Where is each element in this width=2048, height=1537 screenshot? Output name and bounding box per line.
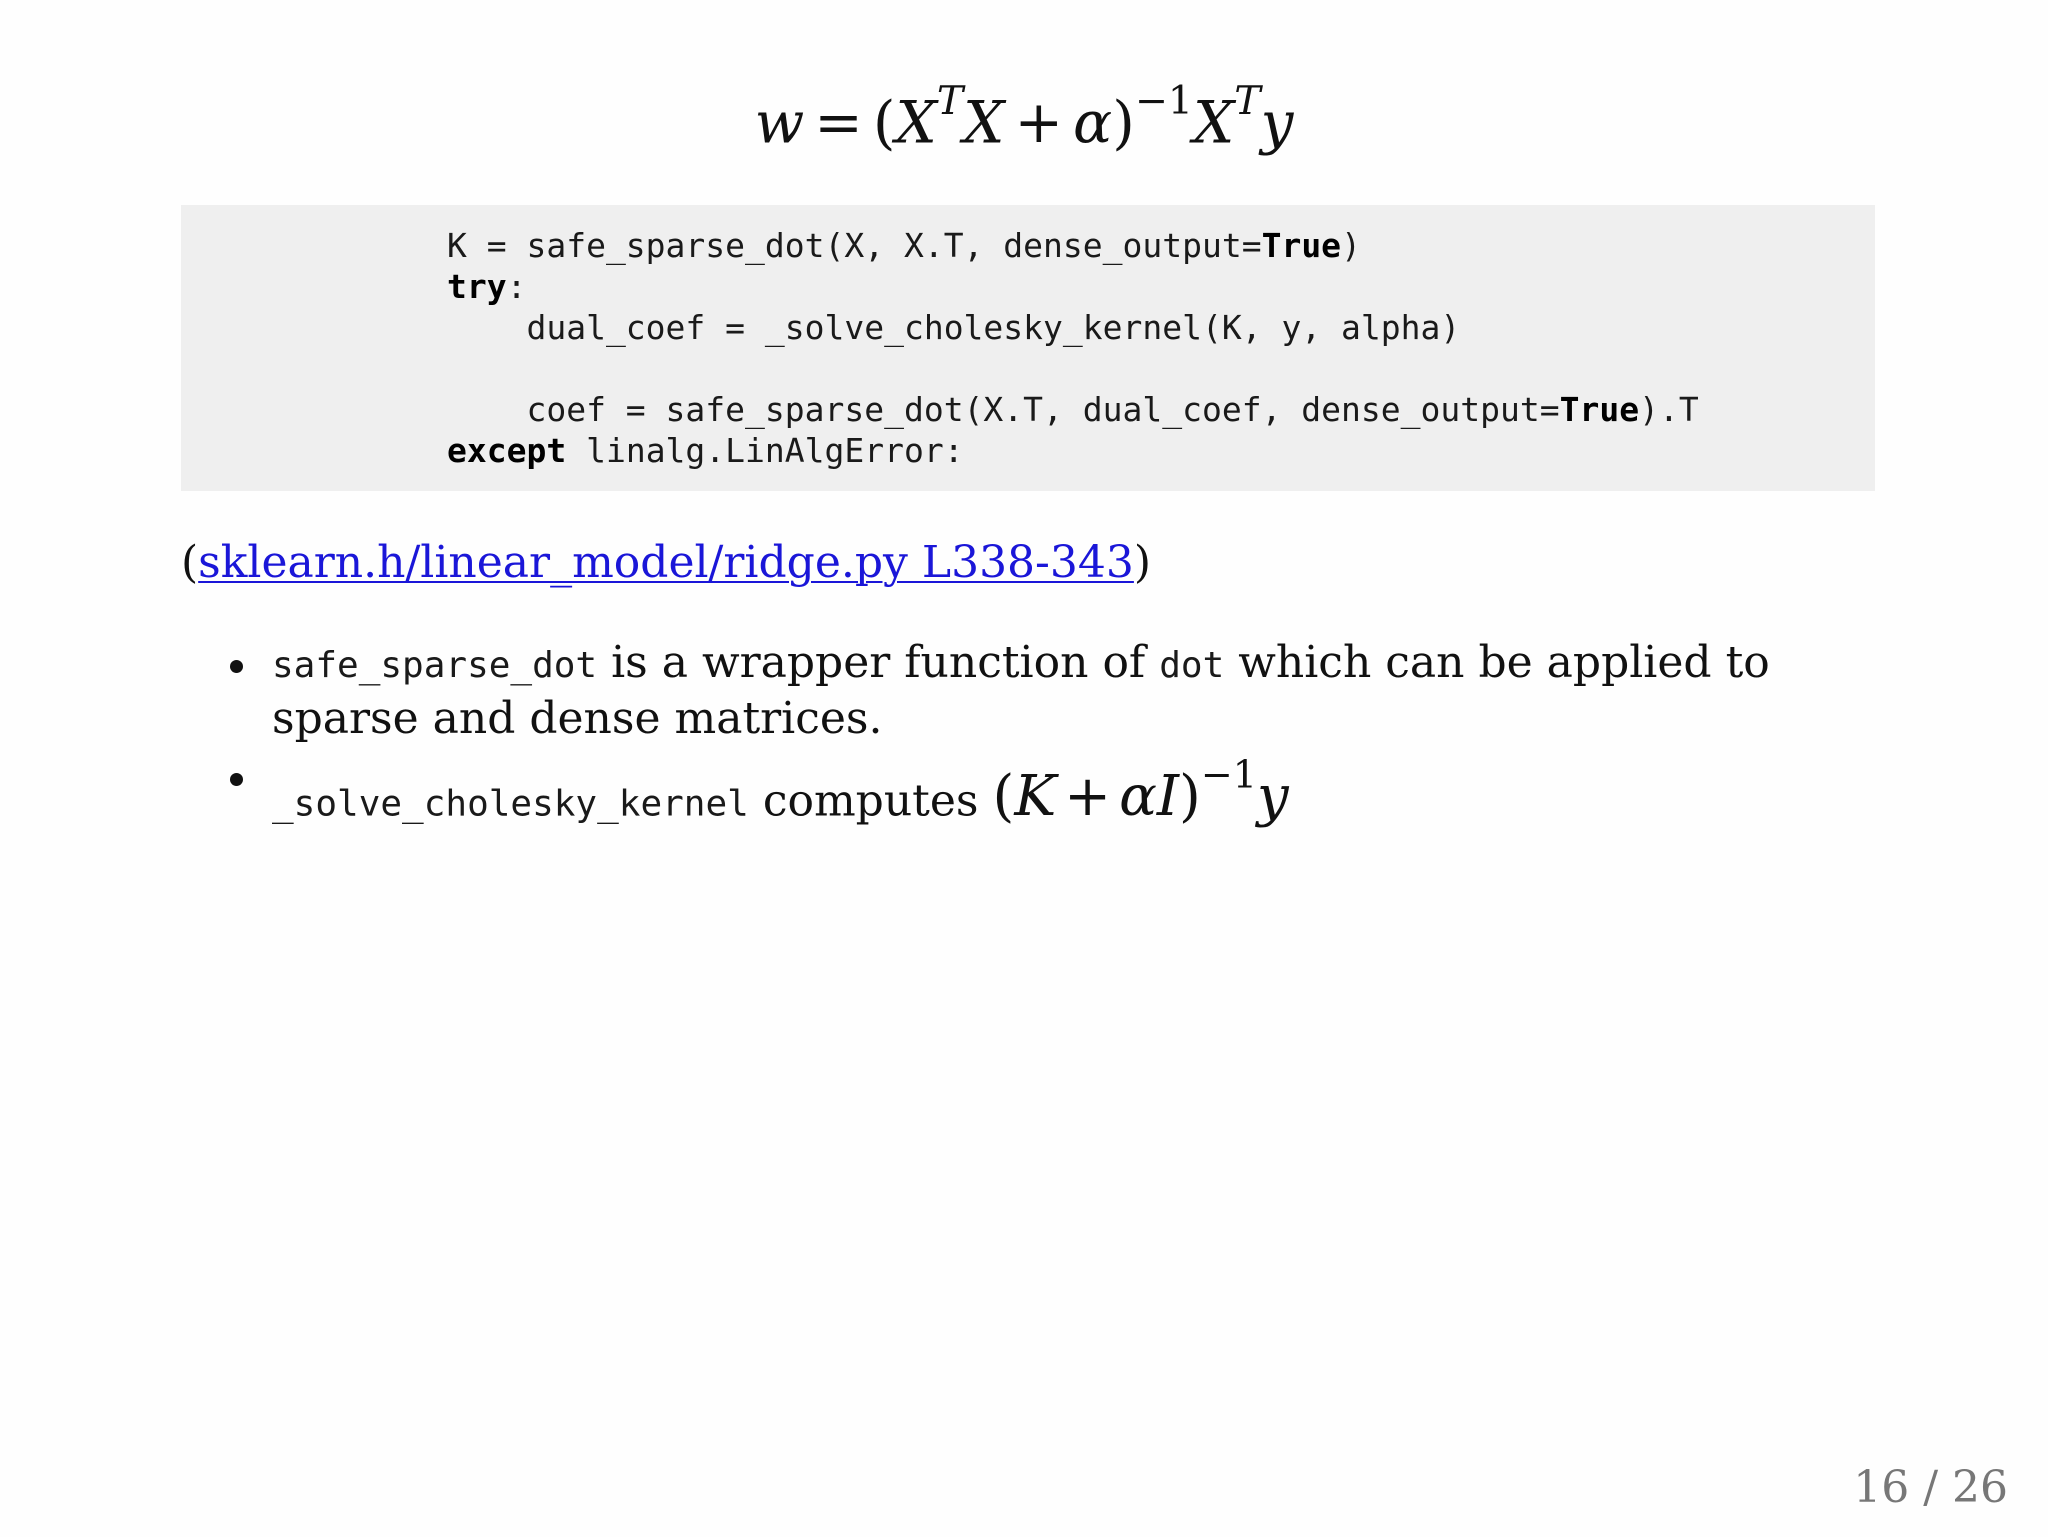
bullet-icon (230, 660, 243, 673)
eq-x3: X (1192, 88, 1235, 157)
eq-equals: = (814, 88, 863, 157)
inline-code: safe_sparse_dot (272, 645, 598, 686)
code-keyword: True (1559, 390, 1640, 429)
list-item (226, 749, 1786, 830)
bullet-text: computes (748, 775, 993, 827)
bullet-text: is a wrapper function of (597, 637, 1160, 688)
eq-plus: + (1014, 88, 1064, 157)
math-k: K (1014, 764, 1057, 830)
code-line (447, 430, 1875, 471)
code-text: : (506, 267, 527, 306)
code-line (447, 389, 1875, 430)
code-text: dual_coef = _solve_cholesky_kernel(K, y, alpha) (447, 308, 1461, 347)
inline-code: dot (1159, 645, 1225, 686)
code-keyword: try (447, 267, 507, 306)
eq-close-paren: ) (1112, 88, 1135, 157)
math-open-paren: ( (992, 764, 1015, 830)
eq-t1: T (936, 78, 964, 124)
page-number: 16 / 26 (1853, 1462, 2008, 1513)
eq-y: y (1260, 88, 1294, 157)
source-close-paren: ) (1133, 537, 1152, 588)
code-text: coef = safe_sparse_dot(X.T, dual_coef, dense_output= (447, 390, 1560, 429)
code-line (447, 307, 1875, 348)
code-text: ).T (1639, 390, 1699, 429)
inline-math-expression (992, 753, 1289, 830)
code-block (181, 205, 1875, 491)
eq-w: w (754, 88, 805, 157)
ridge-closed-form-equation (0, 78, 2048, 157)
inline-code: _solve_cholesky_kernel (272, 783, 749, 825)
code-line (447, 266, 1875, 307)
code-text: linalg.LinAlgError: (566, 431, 964, 470)
code-keyword: True (1261, 226, 1342, 265)
bullet-list (226, 636, 1786, 834)
eq-alpha: α (1073, 88, 1113, 157)
math-close-paren: ) (1179, 764, 1201, 830)
math-neg-one: −1 (1200, 753, 1258, 797)
code-line (447, 348, 1875, 389)
code-keyword: except (447, 431, 567, 470)
code-text: K = safe_sparse_dot(X, X.T, dense_output= (447, 226, 1262, 265)
code-line (447, 225, 1875, 266)
source-open-paren: ( (181, 537, 199, 588)
eq-x1: X (895, 88, 937, 157)
bullet-text: which can be applied to sparse and dense matrices. (272, 637, 1770, 744)
eq-t2: T (1234, 78, 1261, 124)
eq-neg-one: −1 (1134, 78, 1193, 124)
math-y: y (1257, 764, 1289, 830)
list-item (226, 636, 1786, 745)
source-link[interactable]: sklearn.h/linear_model/ridge.py L338-343 (198, 537, 1134, 588)
math-plus: + (1064, 764, 1112, 830)
source-reference (181, 535, 1151, 591)
eq-x2: X (963, 88, 1005, 157)
math-alpha: α (1119, 764, 1157, 830)
eq-open-paren: ( (872, 88, 896, 157)
math-identity: I (1156, 764, 1180, 830)
code-text: ) (1341, 226, 1361, 265)
bullet-icon (230, 773, 243, 786)
